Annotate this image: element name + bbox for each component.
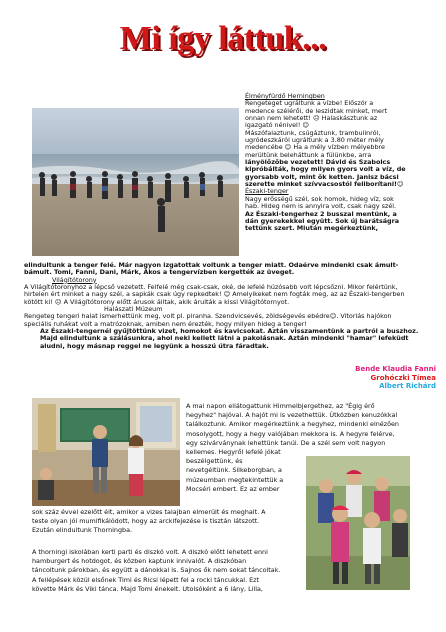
- text-line: onnan nem lehetett! ☹ Halaskásztunk az: [245, 114, 378, 123]
- signature-name: Bende Klaudia Fanni: [355, 365, 436, 373]
- page-title: Mi így láttuk...: [119, 20, 327, 57]
- text-line: Majd elindultunk a szálásunkra, ahol neki kellett látni a pakolásnak. Aztán mindenki "hamar" lefeküdt: [40, 334, 409, 343]
- text-line: bámult. Tomi, Fanni, Dani, Márk, Ákos a tengervízben kergették az üveget.: [24, 268, 295, 277]
- text-line: múzeumban megtekintettük a: [186, 475, 284, 484]
- text-line: találkoztunk. Amikor megérkeztünk a hegyhez, mindenki elnézően: [186, 420, 399, 429]
- text-line: igazgató nénivel! ☺: [245, 121, 310, 130]
- text-line: dán gyerekekkel együtt. Sok új barátságra: [245, 216, 400, 225]
- text-line: Rengeteg tengeri halat ismerhettünk meg, volt pl. piranha. Szendvicsevés, zöldségevés ebédre☺. Vitorlás hajókon: [24, 312, 392, 321]
- text-line: hegyhez" hajóval. A hajót mi is vezethettük. Útközben kenuzókkal: [186, 411, 398, 420]
- text-line: merültünk beleháttunk a fülünkbe, arra: [245, 150, 372, 159]
- text-line: A fellépések közül elsőnek Timi és Ricsi lépett fel a rocki táncukkal. Ezt: [32, 575, 260, 584]
- article2-continued: [32, 508, 302, 536]
- article2-narrow: [186, 448, 302, 494]
- text-line: kellemes. Hegyről lefelé jókat: [186, 448, 281, 456]
- section-full-width: [24, 262, 438, 350]
- text-line: kötött ki! ☹ A Világítótorony előtt árusok álltak, akik árulták a kissi Világítótornyot.: [24, 297, 290, 306]
- text-line: kipróbálták, hogy milyen gyors volt a víz, de: [245, 165, 406, 174]
- text-line: beszélgettünk, és: [186, 457, 243, 466]
- text-line: lányölőzőbe vezetett! Dávid és Szabolcs: [245, 158, 391, 167]
- text-line: teste olyan jól mumifikálódott, hogy az arckifejezése is tisztán látszott.: [32, 517, 260, 526]
- text-line: hamburgert és hotdogot, és közben kaptunk innivalót. A diszkóban: [32, 557, 247, 566]
- signature-name: Grohóczki Tímea: [370, 373, 436, 382]
- text-line: Az Északi-tengerhez 2 busszal mentünk, a: [245, 209, 397, 218]
- kids-photo: [306, 456, 410, 590]
- text-line: gyorsabb volt, mint ők ketten. Janisz bácsi: [245, 172, 399, 181]
- text-line: aludni, hogy másnap reggel ne legyünk a hosszú útra fáradtak.: [40, 341, 269, 350]
- text-line: Mászófalaztunk, csúgáztunk, trambulinról,: [245, 128, 381, 137]
- text-line: speciális ruhákat volt a matrózoknak, amiben nem érezték, hogy milyen hideg a tenger!: [24, 319, 307, 328]
- section-heading: Élményfürdő Herningben: [245, 92, 325, 100]
- text-line: ugródeszkáról ugráltunk a 3.80 méter mély: [245, 136, 384, 145]
- text-line: Nagy erősségű szél, sok homok, hideg víz, sok: [245, 194, 394, 203]
- text-line: Ezután elindultunk Thorningba.: [32, 526, 133, 535]
- text-line: medence szélérői, de leszidtak minket, mert: [245, 106, 388, 115]
- section-heading: Halászati Múzeum: [104, 305, 163, 314]
- text-line: nevetgéltünk. Silkeborgban, a: [186, 466, 282, 475]
- classroom-photo: [32, 398, 180, 506]
- text-line: A mai napon ellátogattunk Himmelbjergethez, az "Égig érő: [186, 402, 375, 410]
- text-line: mosolygott, hogy a hegy valójában mekkora is. A hegyre felérve,: [186, 429, 395, 438]
- text-line: sok száz évvel ezelőtt élt, amikor a vizes talajban elmerült és meghalt. A: [32, 508, 266, 516]
- text-line: Mocséri embert. Ez az ember: [186, 484, 280, 493]
- text-line: hirtelen ért minket a nagy szél, a sapkák csak úgy repkedtek! ☺ Amelyikeket nem fogták meg, az az Északi-tengerben: [24, 290, 405, 299]
- section-elmenyfurdo: [245, 93, 439, 233]
- text-line: tettünk szert. Miután megérkeztünk,: [245, 224, 379, 233]
- article2-top: [186, 402, 440, 448]
- article2-paragraph2: [32, 548, 302, 594]
- text-line: követte Márk és Viki tánca. Majd Tomi énekelt. Utolsóként a 6 lány, Lilla,: [32, 584, 263, 593]
- signatures: [355, 365, 436, 391]
- text-line: hab. Hideg nem is annyira volt, csak nagy szél.: [245, 202, 397, 211]
- signature-name: Albert Richárd: [379, 382, 436, 390]
- text-line: A thorningi iskolában kerti parti és diszkó volt. A diszkó előtt lehetett enni: [32, 548, 268, 556]
- text-line: szerette minket szívvacsostól feliborítani!☺: [245, 180, 404, 189]
- text-line: medencébe ☺ Ha a mély vízben mélyebbre: [245, 143, 385, 152]
- text-line: Rengeteget ugráltunk a vízbe! Először a: [245, 99, 374, 108]
- section-heading: Északi-tenger: [245, 187, 289, 196]
- beach-photo: [32, 108, 239, 256]
- text-line: A Világítótoronyhoz a lépcső vezetett. Felfelé még csak-csak, oké, de lefelé húzósabb volt lépcsőzni. Mikor felértünk,: [24, 283, 398, 292]
- text-line: elinduItunk a tenger felé. Már nagyon izgatottak voltunk a tenger miatt. Odaérve mindenki csak ámult-: [24, 261, 399, 269]
- text-line: táncoltunk párokban, és együtt a dánokkal is. Sajnos ők nem sokat táncoltak.: [32, 566, 281, 575]
- text-line: Az Északi-tengernél gyűjtöttünk vizet, homokot és kavicsokat. Aztán visszamentünk a partról a buszhoz.: [40, 327, 419, 336]
- section-heading: Világítótorony: [52, 275, 97, 284]
- text-line: egy szivárványnak lehettünk tanúi. De a szél sem volt nagyon: [186, 438, 386, 447]
